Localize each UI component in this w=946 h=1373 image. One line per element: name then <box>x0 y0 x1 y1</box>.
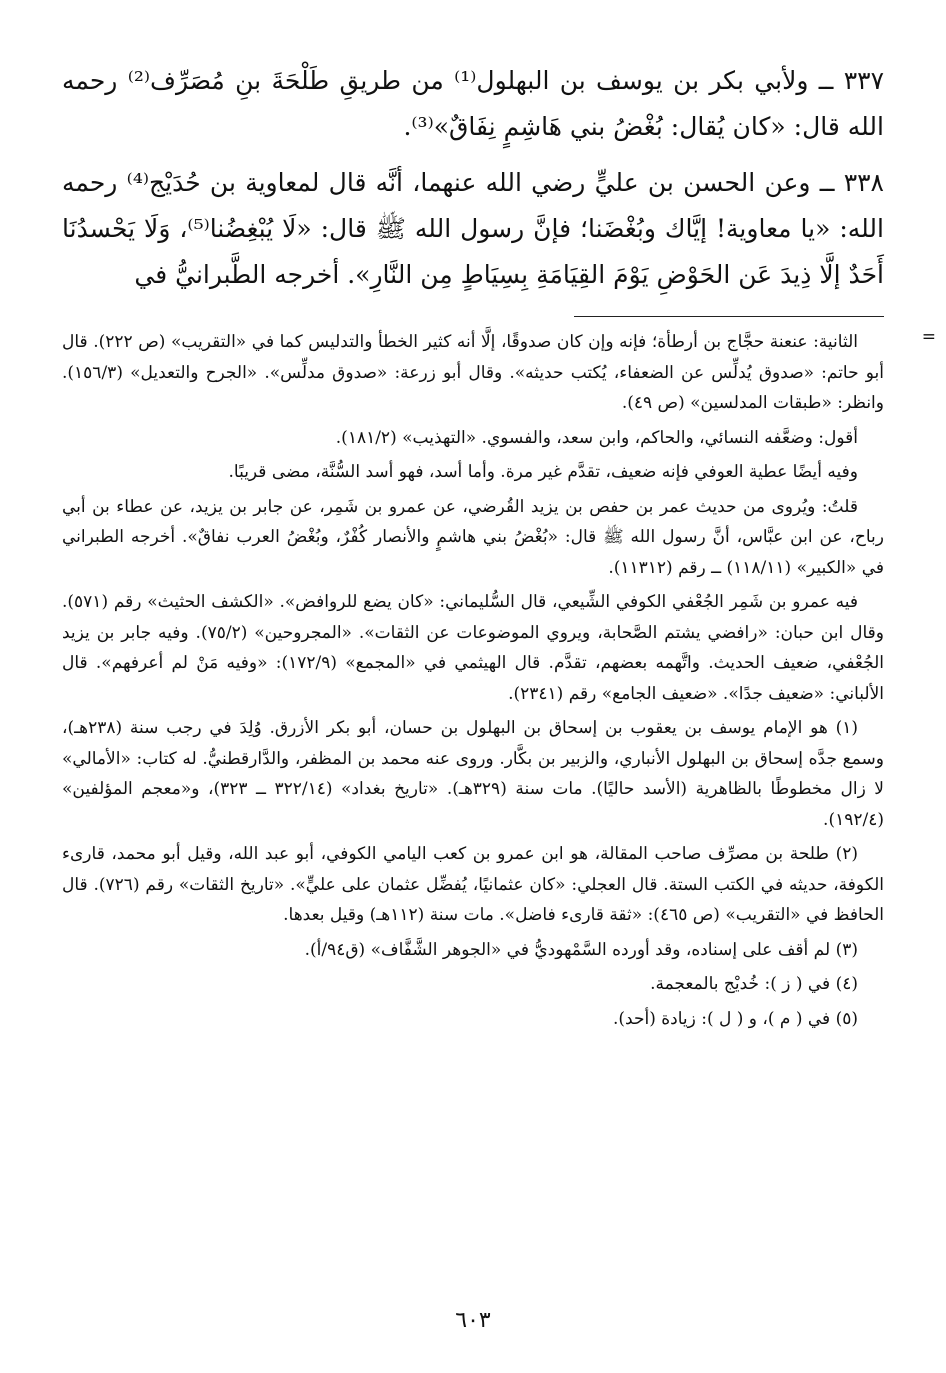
note-continued-2: أقول: وضعَّفه النسائي، والحاكم، وابن سعد، والفسوي. «التهذيب» (١٨١/٢). <box>335 427 858 448</box>
footnote-5: (٥) في ( م )، و ( ل ): زيادة (أحد). <box>613 1008 858 1029</box>
footnote-separator <box>574 316 884 317</box>
paragraph-338: ٣٣٨ ــ وعن الحسن بن عليٍّ رضي الله عنهما، أنَّه قال لمعاوية بن حُدَيْج⁽⁴⁾ رحمه الله: «يا معاوية! إيَّاك وبُغْضَنا؛ فإنَّ رسول الله ﷺ قال: «لَا يُبْغِضُنا⁽⁵⁾، وَلَا يَحْسدُنَا أَحَدٌ إلَّا ذِيدَ عَن الحَوْضِ يَوْمَ القِيَامَةِ بِسِيَاطٍ مِن النَّارِ». أخرجه الطَّبرانيُّ في <box>62 168 884 289</box>
footnote-2: (٢) طلحة بن مصرِّف صاحب المقالة، هو ابن عمرو بن كعب اليامي الكوفي، أبو عبد الله، وقيل أبو محمد، قارىء الكوفة، حديثه في الكتب الستة. قال العجلي: «كان عثمانيًا، يُفضِّل عثمان على عليٍّ». «تاريخ الثقات» رقم (٧٢٦). قال الحافظ في «التقريب» (ص ٤٦٥): «ثقة قارىء فاضل». مات سنة (١١٢هـ) وقيل بعدها. <box>62 844 884 925</box>
page <box>62 58 936 1333</box>
paragraph-337: ٣٣٧ ــ ولأبي بكر بن يوسف بن البهلول⁽¹⁾ من طريقِ طَلْحَةَ بنِ مُصَرِّف⁽²⁾ رحمه الله قال: «كان يُقال: بُغْضُ بني هَاشِمٍ نِفَاقٌ»⁽³⁾. <box>62 66 885 141</box>
continuation-mark: = <box>921 327 936 347</box>
note-continued-4: قلتُ: ويُروى من حديث عمر بن حفص بن يزيد القُرضي، عن عمرو بن شَمِر، عن جابر بن يزيد، عن عطاء بن أبي رباح، عن ابن عبَّاس، أنَّ رسول الله ﷺ قال: «بُغْضُ بني هاشمٍ والأنصار كُفْرٌ، وبُغْضُ العرب نفاقٌ». أخرجه الطبراني في «الكبير» (١١٨/١١) ــ رقم (١١٣١٢). <box>62 496 884 578</box>
page-number: ٦٠٣ <box>455 1308 491 1333</box>
note-continued-1: الثانية: عنعنة حجَّاج بن أرطأة؛ فإنه وإن كان صدوقًا، إلَّا أنه كثير الخطأ والتدليس كما في «التقريب» (ص ٢٢٢). قال أبو حاتم: «صدوق يُدلِّس عن الضعفاء، يُكتب حديثه». وقال أبو زرعة: «صدوق مدلِّس». «الجرح والتعديل» (١٥٦/٣). وانظر: «طبقات المدلسين» (ص ٤٩). <box>62 332 884 413</box>
note-continued-5: فيه عمرو بن شَمِر الجُعْفي الكوفي الشِّيعي، قال السُّليماني: «كان يضع للروافض». «الكشف الحثيث» رقم (٥٧١). وقال ابن حبان: «رافضي يشتم الصَّحابة، ويروي الموضوعات عن الثقات». «المجروحين» (٧٥/٢). وفيه جابر بن يزيد الجُعْفي، ضعيف الحديث. واتَّهمه بعضهم، تقدَّم. قال الهيثمي في «المجمع» (١٧٢/٩): «وفيه مَنْ لم أعرفهم». قال الألباني: «ضعيف جدًا». «ضعيف الجامع» رقم (٢٣٤١). <box>62 592 885 704</box>
footnote-1: (١) هو الإمام يوسف بن يعقوب بن إسحاق بن البهلول بن حسان، أبو بكر الأزرق. وُلِدَ في رجب سنة (٢٣٨هـ)، وسمع جدَّه إسحاق بن البهلول الأنباري، والزبير بن بكَّار. وروى عنه محمد بن المظفر، والدَّارقطنيُّ. له كتاب: «الأمالي» لا زال مخطوطًا بالظاهرية (الأسد حاليًا). مات سنة (٣٢٩هـ). «تاريخ بغداد» (٣٢٢/١٤ ــ ٣٢٣)، و«معجم المؤلفين» (١٩٢/٤). <box>62 718 884 830</box>
footnote-3: (٣) لم أقف على إسناده، وقد أورده السَّمْهوديُّ في «الجوهر الشَّفَّاف» (ق٩٤/أ). <box>304 939 858 960</box>
main-text <box>62 58 884 298</box>
footnotes <box>62 327 936 1034</box>
footnote-4: (٤) في ( ز ): خُديْج بالمعجمة. <box>650 974 858 994</box>
note-continued-3: وفيه أيضًا عطية العوفي فإنه ضعيف، تقدَّم غير مرة. وأما أسد، فهو أسد السُّنَّة، مضى قريبًا. <box>228 462 858 482</box>
